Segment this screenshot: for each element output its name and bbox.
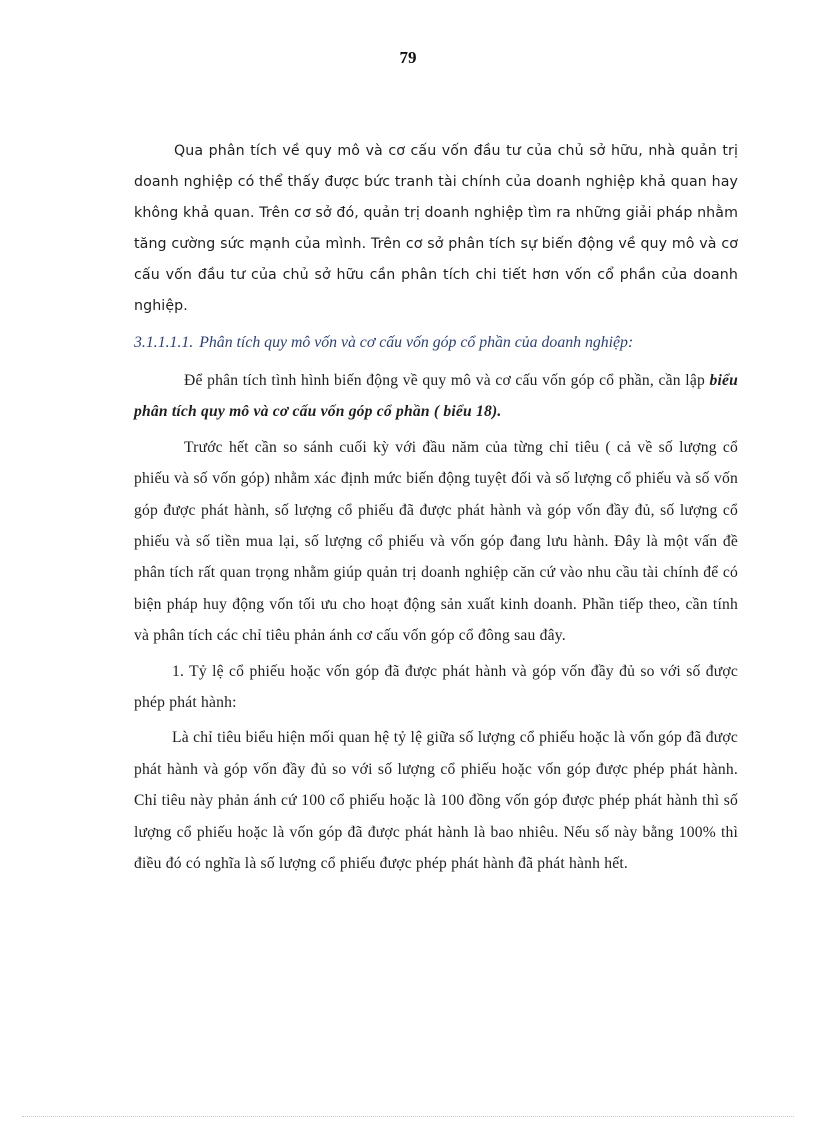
paragraph-setup-text: Để phân tích tình hình biến động về quy mô và cơ cấu vốn góp cổ phần, cần lập [184, 372, 710, 389]
paragraph-comparison: Trước hết cần so sánh cuối kỳ với đầu năm của từng chỉ tiêu ( cả về số lượng cổ phiếu và số vốn góp) nhằm xác định mức biến động tuyệt đối và số lượng cổ phiếu và số vốn góp được phát hành, số lượng cổ phiếu đã được phát hành và góp vốn đầy đủ, số lượng cổ phiếu và số tiền mua lại, số lượng cổ phiếu và vốn góp đang lưu hành. Đây là một vấn đề phân tích rất quan trọng nhằm giúp quản trị doanh nghiệp căn cứ vào nhu cầu tài chính để có biện pháp huy động vốn tối ưu cho hoạt động sản xuất kinh doanh. Phần tiếp theo, cần tính và phân tích các chỉ tiêu phản ánh cơ cấu vốn góp cổ đông sau đây. [134, 438, 738, 645]
paragraph-setup-emphasis: biểu phân tích quy mô và cơ cấu vốn góp cổ phần ( biểu 18). [134, 372, 738, 421]
page-number: 79 [399, 48, 417, 67]
section-heading [134, 328, 738, 358]
paragraph-indicator-1-explanation: Là chỉ tiêu biểu hiện mối quan hệ tỷ lệ giữa số lượng cổ phiếu hoặc là vốn góp đã được phát hành và góp vốn đầy đủ so với số lượng cổ phiếu hoặc vốn góp được phép phát hành. Chỉ tiêu này phản ánh cứ 100 cổ phiếu hoặc là 100 đồng vốn góp được phép phát hành thì số lượng cổ phiếu hoặc là vốn góp đã được phát hành là bao nhiêu. Nếu số này bằng 100% thì điều đó có nghĩa là số lượng cổ phiếu được phép phát hành đã phát hành hết. [134, 729, 738, 873]
paragraph-setup [134, 365, 738, 428]
paragraph-indicator-1: 1. Tỷ lệ cổ phiếu hoặc vốn góp đã được phát hành và góp vốn đầy đủ so với số được phép phát hành: [134, 662, 738, 712]
document-body [134, 136, 738, 880]
page-bottom-rule [22, 1116, 794, 1117]
paragraph-intro: Qua phân tích về quy mô và cơ cấu vốn đầu tư của chủ sở hữu, nhà quản trị doanh nghiệp có thể thấy được bức tranh tài chính của doanh nghiệp khả quan hay không khả quan. Trên cơ sở đó, quản trị doanh nghiệp tìm ra những giải pháp nhằm tăng cường sức mạnh của mình. Trên cơ sở phân tích sự biến động về quy mô và cơ cấu vốn đầu tư của chủ sở hữu cần phân tích chi tiết hơn vốn cổ phần của doanh nghiệp. [134, 143, 738, 314]
section-heading-number: 3.1.1.1.1. [134, 334, 194, 351]
section-heading-text: Phân tích quy mô vốn và cơ cấu vốn góp cổ phần của doanh nghiệp: [199, 334, 634, 351]
